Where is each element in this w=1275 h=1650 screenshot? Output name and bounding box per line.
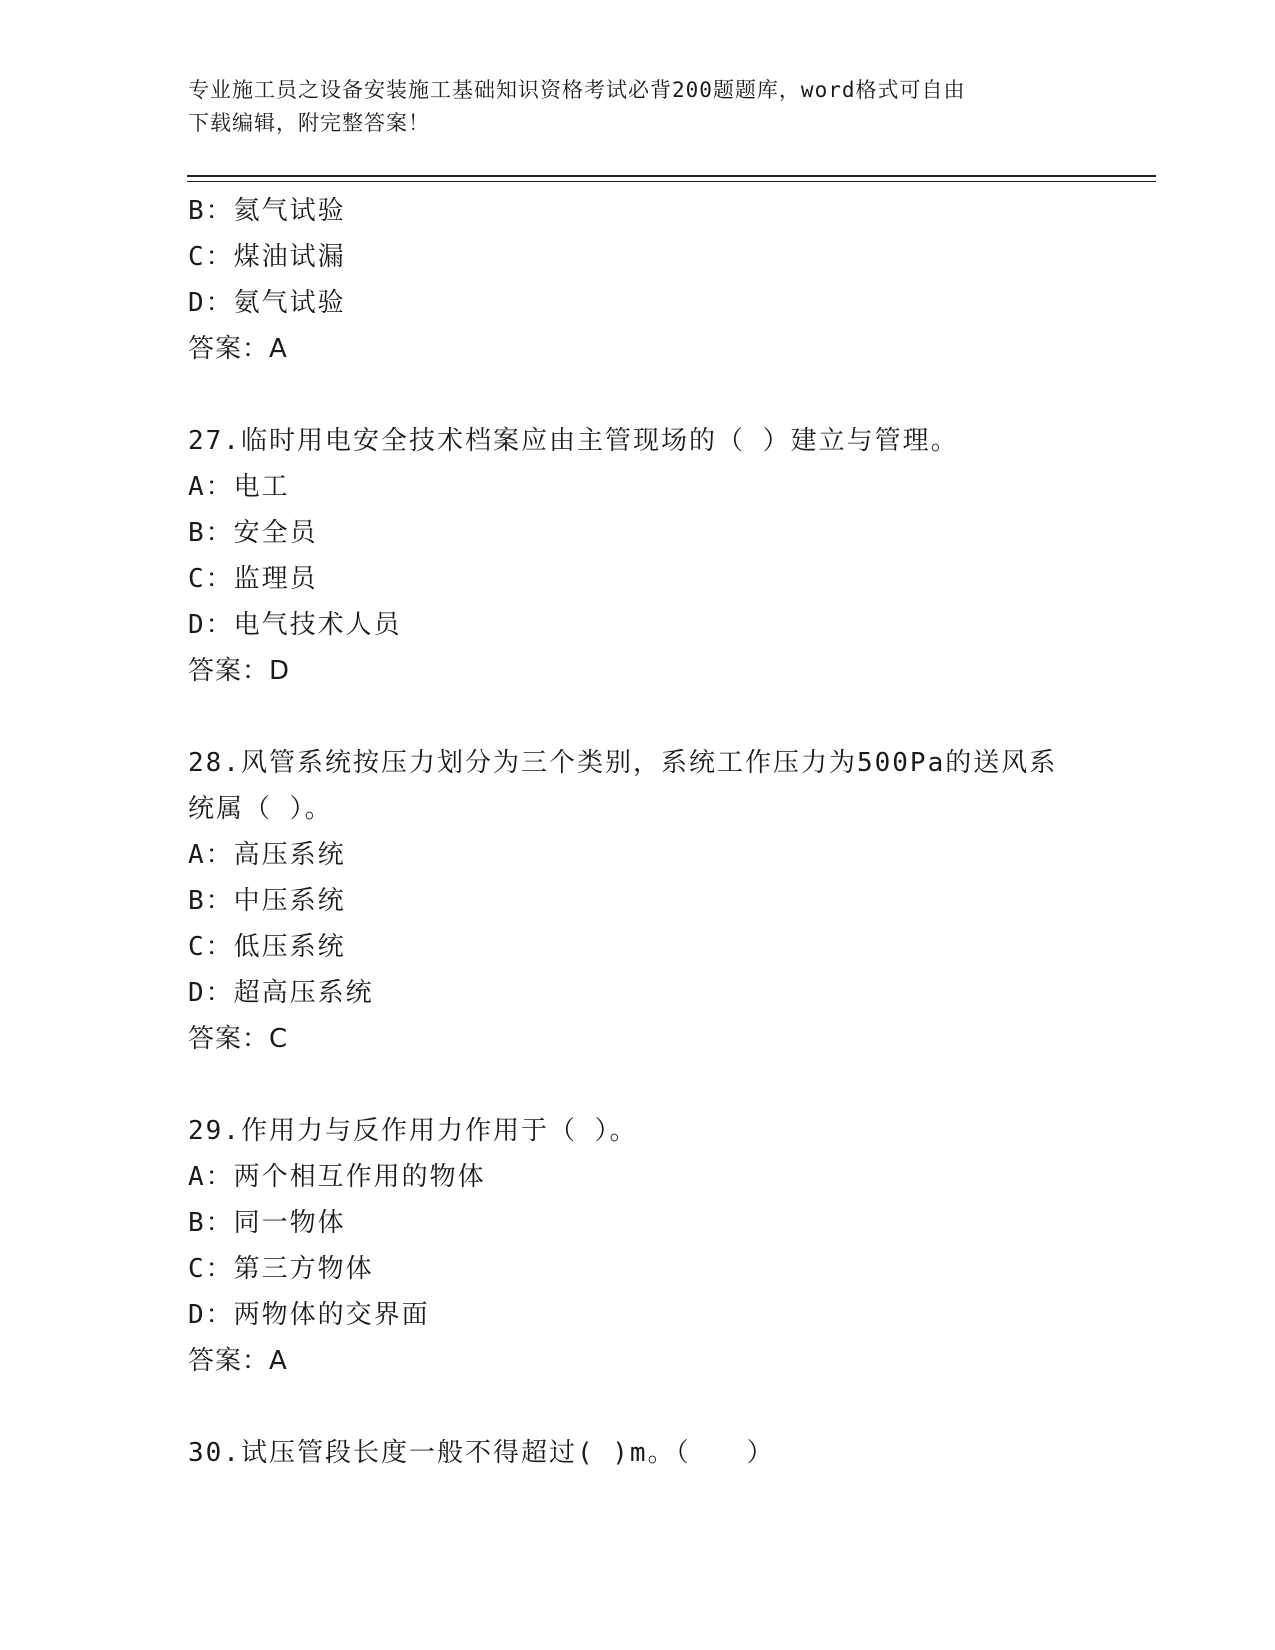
- option-b: B：中压系统: [188, 886, 346, 916]
- question-stem: 29.作用力与反作用力作用于（ ）。: [188, 1116, 638, 1146]
- question-28: [188, 740, 1088, 1062]
- header-title-line-2: 下载编辑，附完整答案！: [188, 111, 430, 135]
- option-d: D：两物体的交界面: [188, 1300, 430, 1330]
- spacer: [188, 1384, 1088, 1430]
- option-a: A：两个相互作用的物体: [188, 1162, 486, 1192]
- spacer: [188, 372, 1088, 418]
- option-c: C：第三方物体: [188, 1254, 374, 1284]
- question-27: [188, 418, 1088, 694]
- header-divider-thick: [187, 175, 1156, 177]
- document-header: [188, 74, 1088, 140]
- option-a: A：高压系统: [188, 840, 346, 870]
- question-stem-continued: 统属（ ）。: [188, 794, 333, 824]
- option-c: C：低压系统: [188, 932, 346, 962]
- answer: 答案：C: [188, 1024, 289, 1054]
- question-stem: 27.临时用电安全技术档案应由主管现场的（ ）建立与管理。: [188, 426, 959, 456]
- option-b: B：同一物体: [188, 1208, 346, 1238]
- answer: 答案：A: [188, 1346, 288, 1376]
- question-list: [188, 188, 1088, 1476]
- option-b: B：安全员: [188, 518, 318, 548]
- option-a: A：电工: [188, 472, 290, 502]
- spacer: [188, 694, 1088, 740]
- header-title-line-1: 专业施工员之设备安装施工基础知识资格考试必背200题题库，word格式可自由: [188, 78, 966, 102]
- option-c: C：煤油试漏: [188, 242, 346, 272]
- header-divider-thin: [187, 181, 1156, 182]
- option-d: D：超高压系统: [188, 978, 374, 1008]
- question-stem: 30.试压管段长度一般不得超过( )m。（ ）: [188, 1438, 775, 1468]
- option-d: D：电气技术人员: [188, 610, 402, 640]
- question-stem: 28.风管系统按压力划分为三个类别，系统工作压力为500Pa的送风系: [188, 748, 1058, 778]
- option-c: C：监理员: [188, 564, 318, 594]
- spacer: [188, 1062, 1088, 1108]
- answer: 答案：D: [188, 656, 291, 686]
- answer: 答案：A: [188, 334, 288, 364]
- question-30: [188, 1430, 1088, 1476]
- option-d: D：氨气试验: [188, 288, 346, 318]
- question-29: [188, 1108, 1088, 1384]
- question-26-continued: [188, 188, 1088, 372]
- option-b: B：氦气试验: [188, 196, 346, 226]
